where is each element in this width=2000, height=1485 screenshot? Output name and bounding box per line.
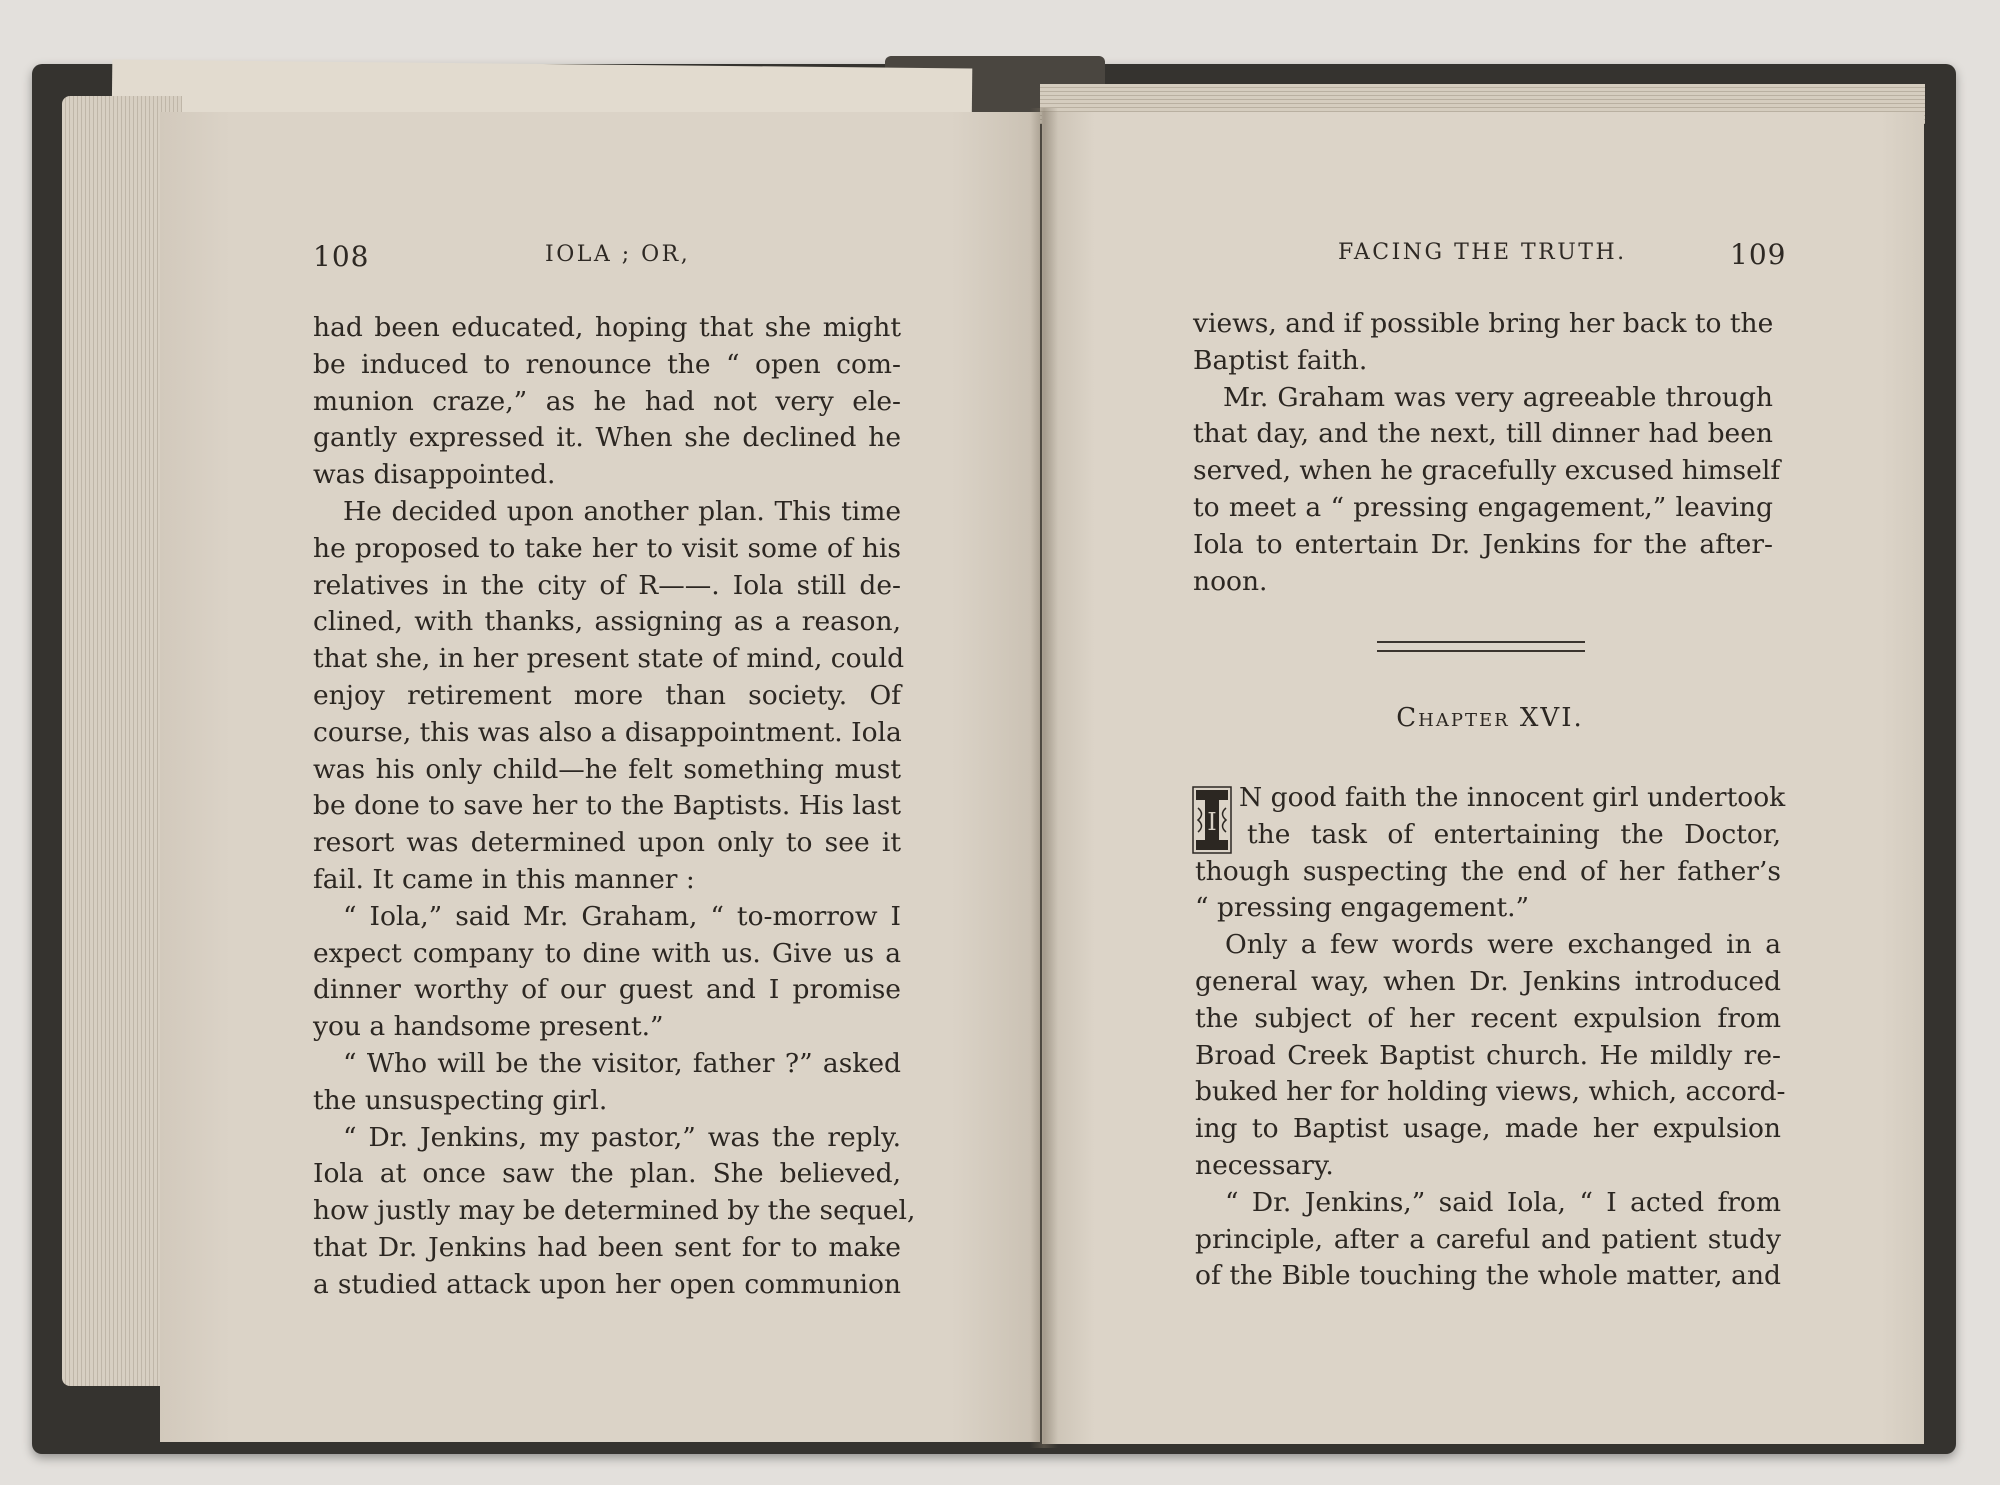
left-page-number: 108	[313, 240, 370, 273]
text-line: “ Iola,” said Mr. Graham, “ to-morrow I	[343, 900, 901, 932]
text-line: expect company to dine with us. Give us a	[313, 937, 901, 969]
text-line: to meet a “ pressing engagement,” leaving	[1193, 491, 1773, 523]
right-page-body-top	[1193, 306, 1781, 600]
text-line: noon.	[1193, 565, 1268, 597]
text-line: necessary.	[1195, 1149, 1334, 1181]
text-line: the unsuspecting girl.	[313, 1084, 608, 1116]
text-line: that she, in her present state of mind, could	[313, 643, 905, 675]
text-line: Iola to entertain Dr. Jenkins for the after-	[1193, 528, 1773, 560]
svg-text:I: I	[1207, 808, 1217, 836]
text-line: N good faith the innocent girl undertook	[1239, 782, 1786, 813]
text-line: that day, and the next, till dinner had been	[1193, 418, 1773, 450]
text-line: of the Bible touching the whole matter, and	[1195, 1260, 1781, 1292]
text-line: that Dr. Jenkins had been sent for to make	[313, 1231, 901, 1263]
text-line: be induced to renounce the “ open com-	[313, 348, 901, 380]
text-line: clined, with thanks, assigning as a reason,	[313, 606, 901, 638]
text-line: fail. It came in this manner :	[313, 863, 695, 895]
text-line: “ Who will be the visitor, father ?” asked	[343, 1047, 901, 1079]
text-line: Baptist faith.	[1193, 344, 1368, 376]
text-line: He decided upon another plan. This time	[343, 495, 901, 527]
left-running-head: IOLA ; OR,	[545, 242, 691, 267]
text-line: had been educated, hoping that she might	[313, 312, 901, 343]
text-line: gantly expressed it. When she declined he	[313, 422, 901, 454]
text-line: Broad Creek Baptist church. He mildly re-	[1195, 1039, 1781, 1071]
text-line: “ Dr. Jenkins, my pastor,” was the reply.	[343, 1121, 901, 1153]
text-line: dinner worthy of our guest and I promise	[313, 974, 901, 1006]
text-line: relatives in the city of R——. Iola still de-	[313, 569, 901, 601]
text-line: he proposed to take her to visit some of his	[313, 532, 901, 564]
text-line: enjoy retirement more than society. Of	[313, 679, 901, 711]
text-line: though suspecting the end of her father’s	[1195, 855, 1781, 887]
text-line: the task of entertaining the Doctor,	[1247, 818, 1781, 850]
right-running-head: FACING THE TRUTH.	[1338, 240, 1627, 265]
text-line: principle, after a careful and patient study	[1195, 1223, 1781, 1255]
text-line: Mr. Graham was very agreeable through	[1223, 381, 1773, 413]
text-line: buked her for holding views, which, accord-	[1195, 1076, 1786, 1108]
text-line: ing to Baptist usage, made her expulsion	[1195, 1113, 1781, 1145]
right-page-number: 109	[1730, 238, 1787, 271]
text-line: views, and if possible bring her back to the	[1193, 308, 1774, 339]
text-line: Only a few words were exchanged in a	[1225, 929, 1781, 961]
chapter-divider-rule	[1377, 641, 1585, 652]
book-gutter	[1030, 108, 1058, 1448]
text-line: was his only child—he felt something must	[313, 753, 901, 785]
text-line: general way, when Dr. Jenkins introduced	[1195, 965, 1781, 997]
text-line: the subject of her recent expulsion from	[1195, 1002, 1781, 1034]
text-line: Iola at once saw the plan. She believed,	[313, 1158, 901, 1190]
text-line: “ Dr. Jenkins,” said Iola, “ I acted from	[1225, 1186, 1781, 1218]
chapter-heading: Chapter XVI.	[1396, 703, 1584, 733]
text-line: munion craze,” as he had not very ele-	[313, 385, 901, 417]
left-page-body	[313, 310, 916, 1304]
text-line: course, this was also a disappointment. Iola	[313, 716, 902, 748]
text-line: served, when he gracefully excused himself	[1193, 455, 1781, 487]
text-line: a studied attack upon her open communion	[313, 1268, 901, 1300]
text-line: resort was determined upon only to see it	[313, 827, 901, 859]
text-line: was disappointed.	[313, 459, 556, 491]
text-line: how justly may be determined by the sequel,	[313, 1195, 916, 1227]
text-line: you a handsome present.”	[313, 1011, 664, 1043]
right-page-body-bottom	[1195, 780, 1786, 1295]
text-line: be done to save her to the Baptists. His last	[313, 790, 901, 822]
text-line: “ pressing engagement.”	[1195, 892, 1530, 924]
